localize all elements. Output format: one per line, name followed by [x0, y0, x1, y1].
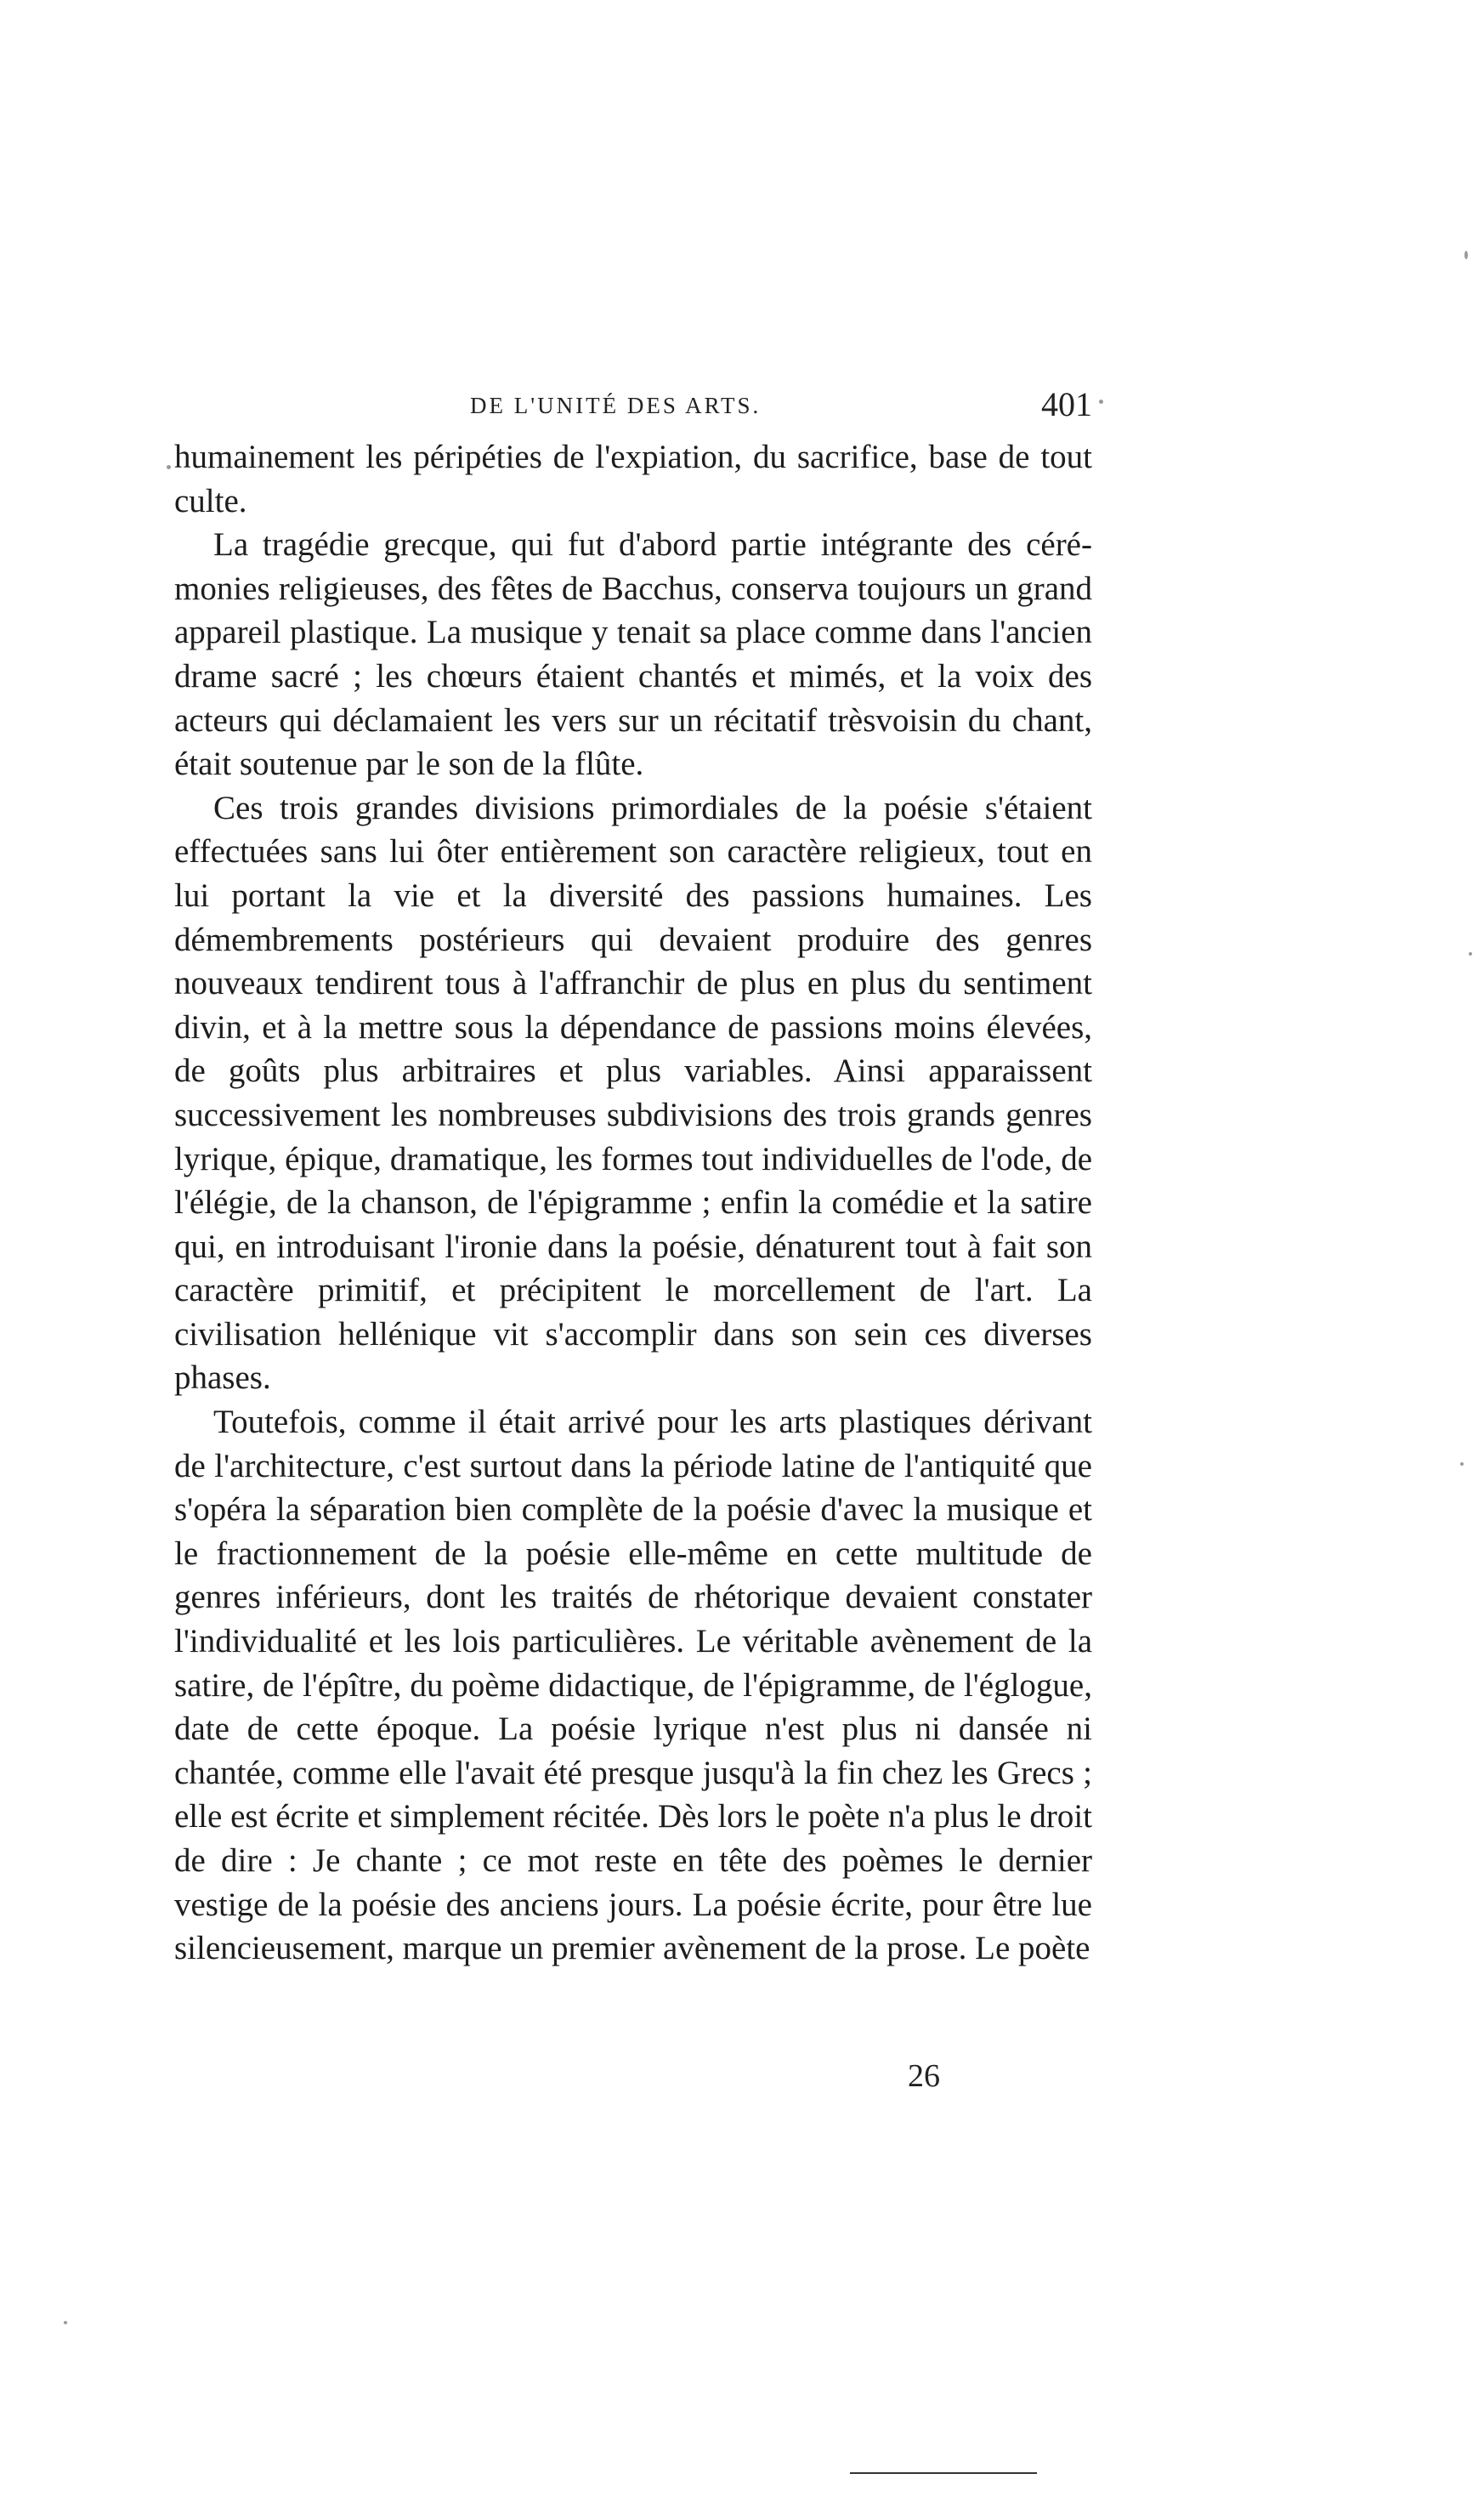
scan-speck [64, 2321, 67, 2324]
paragraph-continuation: humainement les péripéties de l'expiation, du sacrifice, base de tout culte. [174, 439, 1092, 519]
paragraph-toutefois: Toutefois, comme il était arrivé pour les arts plastiques dérivant de l'architecture, c'est surtout dans la période latine de l'antiquité que s'opéra la séparation bien complète de la poésie d'avec la musique et le fractionnement de la poésie elle-même en cette multitude de genres inférieurs, dont les traités de rhétorique devaient constater l'individualité et les lois particulières. Le véritable avènement de la satire, de l'épître, du poème didactique, de l'épigramme, de l'églogue, date de cette époque. La poésie lyrique n'est plus ni dansée ni chantée, comme elle l'avait été presque jusqu'à la fin chez les Grecs ; elle est écrite et simplement récitée. Dès lors le poète n'a plus le droit de dire : Je chante ; ce mot reste en tête des poèmes le dernier vestige de la poésie des anciens jours. La poésie écrite, pour être lue silencieusement, marque un premier avènement de la prose. Le poète [174, 1404, 1092, 1967]
page-number: 401 [1041, 385, 1092, 423]
paragraph-tragedie: La tragédie grecque, qui fut d'abord partie intégrante des cérémonies religieuses, des fêtes de Bacchus, conserva toujours un grand appareil plastique. La musique y tenait sa place comme dans l'ancien drame sacré ; les chœurs étaient chantés et mimés, et la voix des acteurs qui déclamaient les vers sur un récitatif trèsvoisin du chant, était soutenue par le son de la flûte. [174, 526, 1092, 783]
scan-speck [1469, 952, 1472, 956]
signature-mark: 26 [908, 2058, 940, 2094]
scan-speck [1464, 251, 1468, 259]
bottom-rule [850, 2472, 1037, 2474]
running-title: DE L'UNITÉ DES ARTS. [470, 393, 762, 418]
body-text [174, 435, 1092, 1971]
scan-speck [167, 465, 171, 469]
running-head [174, 384, 1092, 427]
paragraph-divisions: Ces trois grandes divisions primordiales de la poésie s'étaient effectuées sans lui ôter entièrement son caractère religieux, tout en lui portant la vie et la diversité des passions humaines. Les démembrements postérieurs qui devaient produire des genres nouveaux tendirent tous à l'affranchir de plus en plus du sentiment divin, et à la mettre sous la dépendance de passions moins élevées, de goûts plus arbitraires et plus variables. Ainsi apparaissent successivement les nombreuses subdivisions des trois grands genres lyrique, épique, dramatique, les formes tout individuelles de l'ode, de l'élégie, de la chanson, de l'épigramme ; enfin la comédie et la satire qui, en introduisant l'ironie dans la poésie, dénaturent tout à fait son caractère primitif, et précipitent le morcellement de l'art. La civilisation hellénique vit s'accomplir dans son sein ces diverses phases. [174, 789, 1092, 1397]
scan-speck [1460, 1462, 1464, 1466]
scan-speck [1099, 400, 1103, 404]
